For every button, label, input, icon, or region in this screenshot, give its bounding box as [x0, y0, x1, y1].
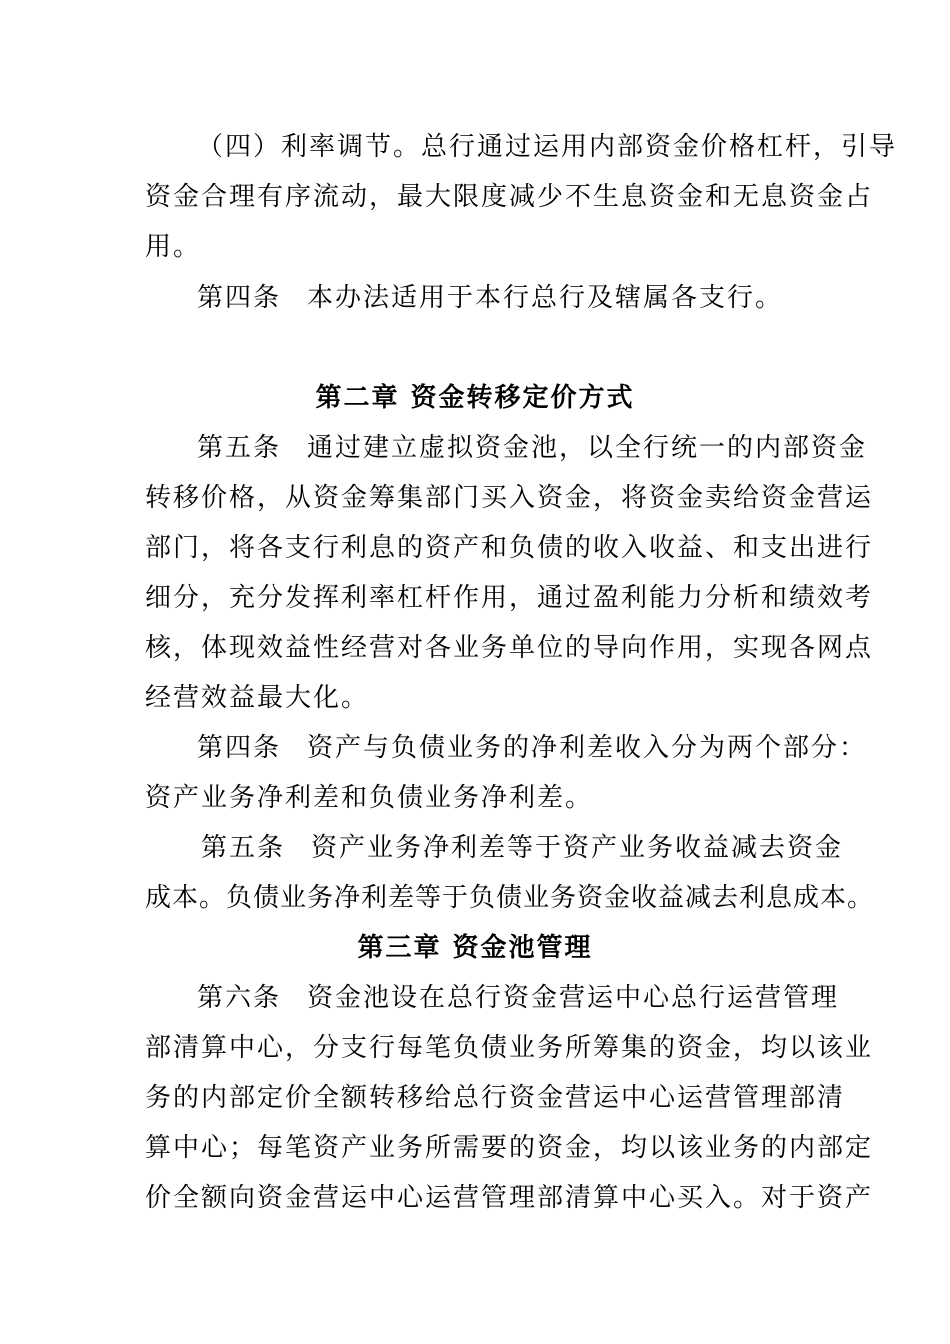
article-line — [197, 983, 847, 1013]
article-label: 第六条 — [197, 983, 282, 1013]
article-text: 本办法适用于本行总行及辖属各支行。 — [307, 283, 784, 313]
paragraph-line: 务的内部定价全额转移给总行资金营运中心运营管理部清 — [145, 1083, 846, 1113]
article-label: 第四条 — [197, 733, 282, 763]
paragraph-line: 成本。负债业务净利差等于负债业务资金收益减去利息成本。 — [145, 883, 875, 913]
chapter-heading: 第二章 资金转移定价方式 — [315, 383, 635, 413]
article-text: 资金池设在总行资金营运中心总行运营管理 — [307, 983, 840, 1013]
paragraph-line: 转移价格，从资金筹集部门买入资金，将资金卖给资金营运 — [145, 483, 874, 513]
paragraph-line: 部门，将各支行利息的资产和负债的收入收益、和支出进行 — [145, 533, 874, 563]
paragraph-line: 价全额向资金营运中心运营管理部清算中心买入。对于资产 — [145, 1183, 874, 1213]
article-text: 通过建立虚拟资金池，以全行统一的内部资金 — [307, 433, 868, 463]
paragraph-line: （四）利率调节。总行通过运用内部资金价格杠杆，引导 — [197, 132, 898, 162]
paragraph-line: 资金合理有序流动，最大限度减少不生息资金和无息资金占 — [145, 182, 874, 212]
paragraph-line: 核，体现效益性经营对各业务单位的导向作用，实现各网点 — [145, 633, 874, 663]
paragraph-line: 部清算中心，分支行每笔负债业务所筹集的资金，均以该业 — [145, 1033, 874, 1063]
paragraph-line: 经营效益最大化。 — [145, 683, 370, 713]
paragraph-line: 细分，充分发挥利率杠杆作用，通过盈利能力分析和绩效考 — [145, 583, 874, 613]
article-label: 第五条 — [197, 433, 282, 463]
article-text: 资产业务净利差等于资产业务收益减去资金 — [311, 833, 844, 863]
article-line — [201, 833, 851, 863]
chapter-heading: 第三章 资金池管理 — [357, 933, 593, 963]
article-line — [197, 283, 847, 313]
article-label: 第四条 — [197, 283, 282, 313]
paragraph-line: 用。 — [145, 232, 202, 262]
article-line — [197, 733, 868, 763]
article-text: 资产与负债业务的净利差收入分为两个部分： — [307, 733, 868, 763]
paragraph-line: 算中心；每笔资产业务所需要的资金，均以该业务的内部定 — [145, 1133, 874, 1163]
paragraph-line: 资产业务净利差和负债业务净利差。 — [145, 783, 594, 813]
article-label: 第五条 — [201, 833, 286, 863]
article-line — [197, 433, 868, 463]
